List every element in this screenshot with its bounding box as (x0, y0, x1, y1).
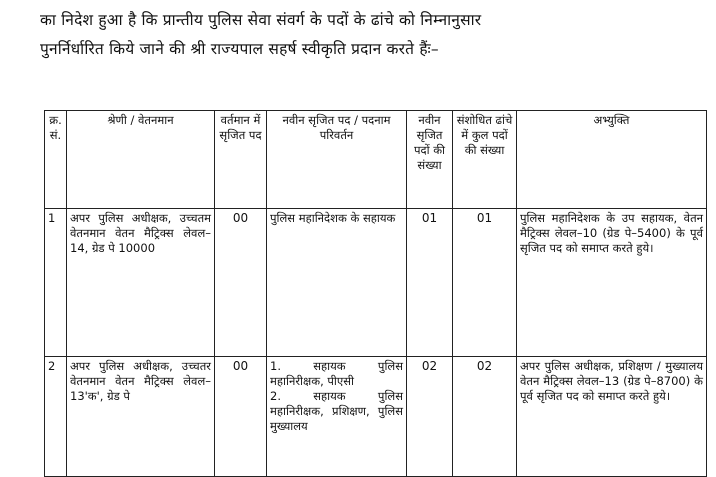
header-new-post: नवीन सृजित पद / पदनाम परिवर्तन (267, 111, 407, 209)
table-row (45, 209, 707, 357)
header-serial: क्र. सं. (45, 111, 67, 209)
row-remarks: पुलिस महानिदेशक के उप सहायक, वेतन मैट्रिक्स लेवल–10 (ग्रेड पे–5400) के पूर्व सृजित पद को समाप्त करते हुये। (517, 209, 707, 357)
row-remarks: अपर पुलिस अधीक्षक, प्रशिक्षण / मुख्यालय वेतन मैट्रिक्स लेवल–13 (ग्रेड पे–8700) के पूर्व सृजित पद को समाप्त करते हुये। (517, 357, 707, 477)
row-new-count: 02 (407, 357, 453, 477)
row-total: 02 (453, 357, 517, 477)
posts-table (44, 110, 707, 477)
row-new-post (267, 357, 407, 477)
new-post-item: 2. सहायक पुलिस महानिरीक्षक, प्रशिक्षण, पुलिस मुख्यालय (270, 389, 403, 433)
intro-line-2: पुनर्निर्धारित किये जाने की श्री राज्यपाल सहर्ष स्वीकृति प्रदान करते हैंः– (40, 40, 439, 58)
new-post-item: 1. सहायक पुलिस महानिरीक्षक, पीएसी (270, 359, 403, 388)
header-category: श्रेणी / वेतनमान (67, 111, 215, 209)
row-serial: 1 (45, 209, 67, 357)
header-new-count: नवीन सृजित पदों की संख्या (407, 111, 453, 209)
row-new-post: पुलिस महानिदेशक के सहायक (267, 209, 407, 357)
row-total: 01 (453, 209, 517, 357)
row-current-posts: 00 (215, 357, 267, 477)
row-category: अपर पुलिस अधीक्षक, उच्चतम वेतनमान वेतन मैट्रिक्स लेवल–14, ग्रेड पे 10000 (67, 209, 215, 357)
header-remarks: अभ्युक्ति (517, 111, 707, 209)
table-row (45, 357, 707, 477)
row-current-posts: 00 (215, 209, 267, 357)
header-total: संशोधित ढांचे में कुल पदों की संख्या (453, 111, 517, 209)
row-new-count: 01 (407, 209, 453, 357)
header-current-posts: वर्तमान में सृजित पद (215, 111, 267, 209)
intro-line-1: का निदेश हुआ है कि प्रान्तीय पुलिस सेवा संवर्ग के पदों के ढांचे को निम्नानुसार (40, 11, 482, 29)
intro-paragraph (40, 6, 700, 64)
row-serial: 2 (45, 357, 67, 477)
table-header-row (45, 111, 707, 209)
row-category: अपर पुलिस अधीक्षक, उच्चतर वेतनमान वेतन मैट्रिक्स लेवल–13'क', ग्रेड पे (67, 357, 215, 477)
